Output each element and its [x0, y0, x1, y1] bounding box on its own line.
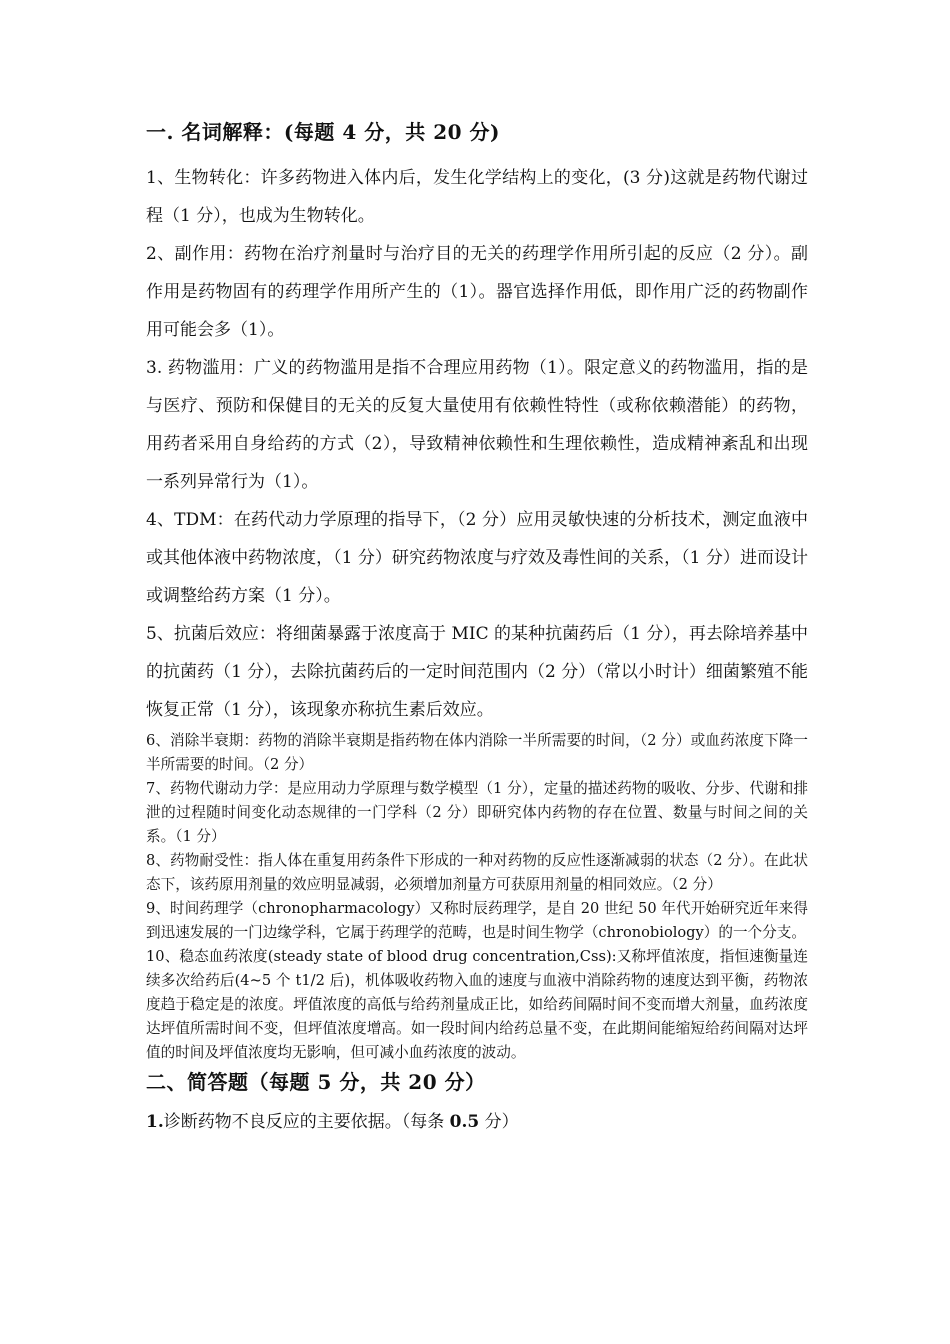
definition-item-3: 3. 药物滥用：广义的药物滥用是指不合理应用药物（1）。限定意义的药物滥用，指的是与医疗、预防和保健目的无关的反复大量使用有依赖性特性（或称依赖潜能）的药物，用药者采用自身给药的方式（2），导致精神依赖性和生理依赖性，造成精神紊乱和出现一系列异常行为（1）。 [146, 358, 808, 492]
question-1-tail: 分） [479, 1112, 519, 1132]
definition-item-7: 7、药物代谢动力学：是应用动力学原理与数学模型（1 分），定量的描述药物的吸收、分步、代谢和排泄的过程随时间变化动态规律的一门学科（2 分）即研究体内药物的存在位置、数量与时间之间的关系。（1 分） [146, 780, 808, 845]
section2-heading: 二、简答题（每题 5 分，共 20 分） [146, 1070, 486, 1094]
definition-item-8: 8、药物耐受性：指人体在重复用药条件下形成的一种对药物的反应性逐渐减弱的状态（2 分）。在此状态下，该药原用剂量的效应明显减弱，必须增加剂量方可获原用剂量的相同效应。（2 分） [146, 852, 808, 893]
definition-item-9: 9、时间药理学（chronopharmacology）又称时辰药理学，是自 20 世纪 50 年代开始研究近年来得到迅速发展的一门边缘学科，它属于药理学的范畴，也是时间生物学（chronobiology）的一个分支。 [146, 900, 808, 941]
question-1 [146, 1107, 808, 1137]
definition-item-2: 2、副作用：药物在治疗剂量时与治疗目的无关的药理学作用所引起的反应（2 分）。副作用是药物固有的药理学作用所产生的（1）。器官选择作用低，即作用广泛的药物副作用可能会多（1）。 [146, 244, 808, 340]
question-1-points: 0.5 [449, 1112, 480, 1132]
definition-item-10: 10、稳态血药浓度(steady state of blood drug concentration,Css):又称坪值浓度，指恒速衡量连续多次给药后(4~5 个 t1/2 后)，机体吸收药物入血的速度与血液中消除药物的速度达到平衡，药物浓度趋于稳定是的浓度。坪值浓度的高低与给药剂量成正比，如给药间隔时间不变而增大剂量，血药浓度达坪值所需时间不变，但坪值浓度增高。如一段时间内给药总量不变，在此期间能缩短给药间隔对达坪值的时间及坪值浓度均无影响，但可减小血药浓度的波动。 [146, 948, 808, 1061]
question-1-text: 诊断药物不良反应的主要依据。（每条 [163, 1112, 450, 1132]
definition-item-5: 5、抗菌后效应：将细菌暴露于浓度高于 MIC 的某种抗菌药后（1 分），再去除培养基中的抗菌药（1 分），去除抗菌药后的一定时间范围内（2 分）（常以小时计）细菌繁殖不能恢复正常（1 分），该现象亦称抗生素后效应。 [146, 624, 808, 720]
question-1-number: 1. [146, 1112, 164, 1132]
section1-heading: 一. 名词解释：(每题 4 分，共 20 分) [146, 120, 500, 144]
definition-item-1: 1、生物转化：许多药物进入体内后，发生化学结构上的变化，(3 分)这就是药物代谢过程（1 分），也成为生物转化。 [146, 168, 808, 226]
definition-item-4: 4、TDM：在药代动力学原理的指导下，（2 分）应用灵敏快速的分析技术，测定血液中或其他体液中药物浓度，（1 分）研究药物浓度与疗效及毒性间的关系，（1 分）进而设计或调整给药方案（1 分）。 [146, 510, 808, 606]
definition-item-6: 6、消除半衰期：药物的消除半衰期是指药物在体内消除一半所需要的时间，（2 分）或血药浓度下降一半所需要的时间。（2 分） [146, 732, 808, 773]
document-content [146, 117, 808, 1137]
